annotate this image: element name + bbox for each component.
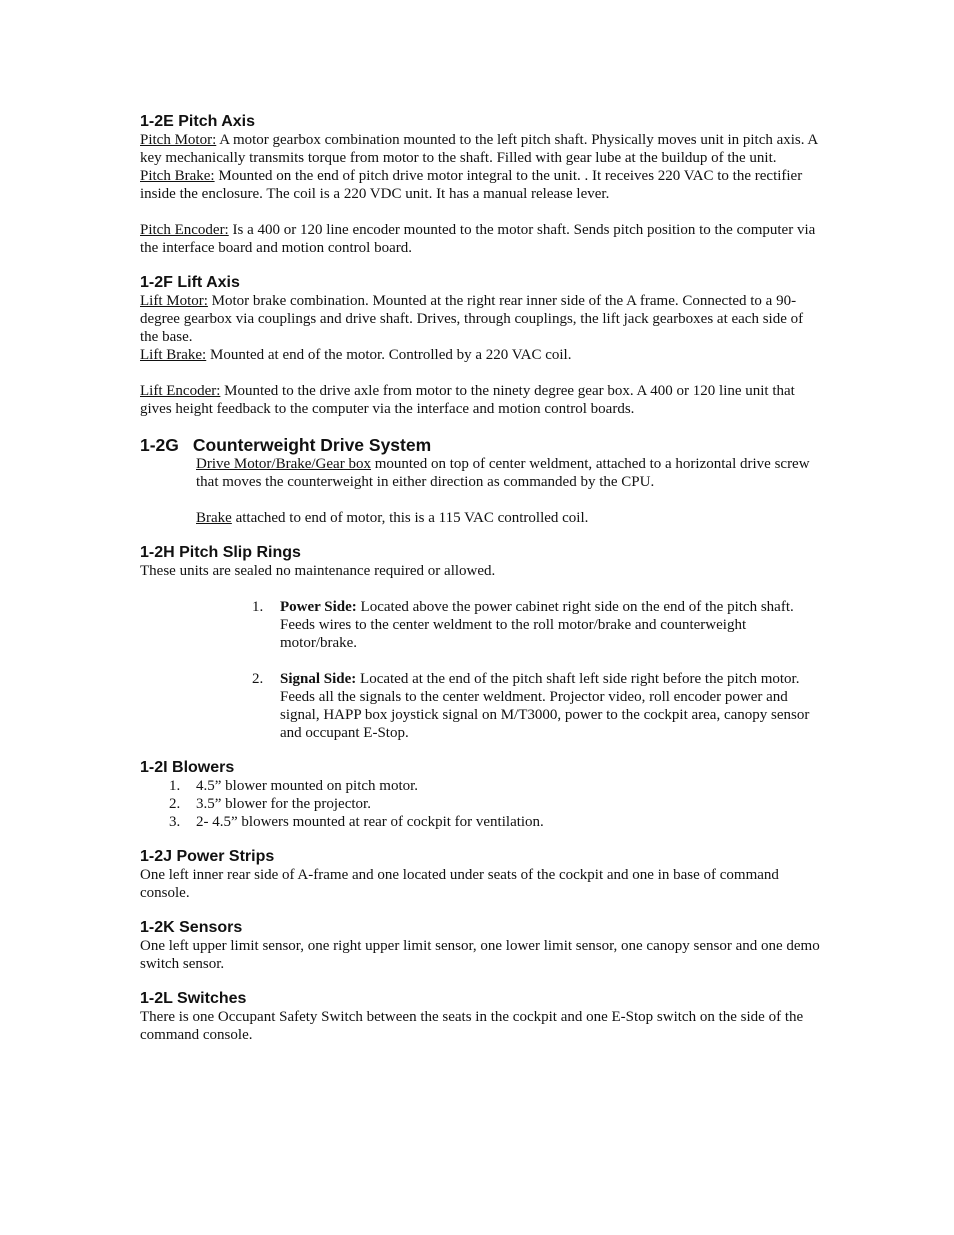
- term-label: Pitch Encoder:: [140, 222, 229, 238]
- term-text: mounted on top of center weldment, attached to a horizontal drive screw that moves the counterweight in either direction as commanded by the CPU.: [196, 456, 810, 490]
- list-number: 1.: [169, 778, 181, 794]
- list-item: [169, 813, 820, 831]
- list-item: [252, 670, 820, 742]
- list-item: [252, 598, 820, 652]
- term-label: Pitch Brake:: [140, 168, 215, 184]
- paragraph-drive-motor: [196, 455, 820, 491]
- item-text: Located above the power cabinet right side on the end of the pitch shaft. Feeds wires to the center weldment to the roll motor/brake and counterweight motor/brake.: [280, 599, 794, 651]
- section-switches: [140, 990, 820, 1044]
- section-heading: 1-2F Lift Axis: [140, 274, 240, 291]
- paragraph-lift-encoder: [140, 382, 820, 418]
- term-text: Mounted at end of the motor. Controlled by a 220 VAC coil.: [206, 347, 572, 363]
- section-lift-axis: [140, 274, 820, 418]
- term-label: Lift Brake:: [140, 347, 207, 363]
- list-item: [169, 777, 820, 795]
- term-label: Lift Encoder:: [140, 383, 221, 399]
- section-sensors: [140, 919, 820, 973]
- paragraph-intro: These units are sealed no maintenance required or allowed.: [140, 563, 496, 579]
- term-label: Brake: [196, 510, 232, 526]
- item-label: Signal Side:: [280, 671, 357, 687]
- paragraph-lift-motor: [140, 292, 820, 346]
- term-label: Drive Motor/Brake/Gear box: [196, 456, 371, 472]
- section-pitch-axis: [140, 113, 820, 257]
- term-text: Mounted on the end of pitch drive motor integral to the unit. . It receives 220 VAC to the rectifier inside the enclosure. The coil is a 220 VDC unit. It has a manual release lever.: [140, 168, 803, 202]
- section-heading: 1-2H Pitch Slip Rings: [140, 544, 301, 561]
- paragraph-pitch-encoder: [140, 221, 820, 257]
- section-counterweight-drive: [140, 435, 820, 527]
- section-heading: 1-2E Pitch Axis: [140, 113, 256, 130]
- term-text: attached to end of motor, this is a 115 VAC controlled coil.: [231, 510, 589, 526]
- list-item: [169, 795, 820, 813]
- section-title: Counterweight Drive System: [192, 435, 432, 455]
- paragraph-pitch-brake: [140, 167, 820, 203]
- blower-list: [140, 777, 820, 831]
- paragraph-pitch-motor: [140, 131, 820, 167]
- list-number: 3.: [169, 814, 181, 830]
- paragraph-body: One left upper limit sensor, one right upper limit sensor, one lower limit sensor, one canopy sensor and one demo switch sensor.: [140, 938, 820, 972]
- list-text: [280, 670, 820, 742]
- paragraph-body: One left inner rear side of A-frame and one located under seats of the cockpit and one in base of command console.: [140, 867, 779, 901]
- list-text: [280, 598, 820, 652]
- paragraph-lift-brake: [140, 346, 820, 364]
- list-number: 1.: [252, 599, 264, 615]
- section-heading: 1-2J Power Strips: [140, 848, 275, 865]
- term-text: Motor brake combination. Mounted at the right rear inner side of the A frame. Connected to a 90-degree gearbox via couplings and drive shaft. Drives, through couplings, the lift jack gearboxes at each side of the base.: [140, 293, 804, 345]
- section-heading: 1-2I Blowers: [140, 759, 235, 776]
- section-heading: 1-2L Switches: [140, 990, 247, 1007]
- list-text: 4.5” blower mounted on pitch motor.: [196, 778, 419, 794]
- paragraph-body: There is one Occupant Safety Switch between the seats in the cockpit and one E-Stop switch on the side of the command console.: [140, 1009, 804, 1043]
- list-text: 2- 4.5” blowers mounted at rear of cockpit for ventilation.: [196, 814, 544, 830]
- term-label: Lift Motor:: [140, 293, 208, 309]
- section-heading: [140, 435, 820, 455]
- section-number: 1-2G: [140, 435, 179, 455]
- list-number: 2.: [252, 671, 264, 687]
- section-blowers: [140, 759, 820, 831]
- list-text: 3.5” blower for the projector.: [196, 796, 371, 812]
- paragraph-brake: [196, 509, 820, 527]
- item-text: Located at the end of the pitch shaft left side right before the pitch motor. Feeds all the signals to the center weldment. Projector video, roll encoder power and signal, HAPP box joystick signal on M/T3000, power to the cockpit area, canopy sensor and occupant E-Stop.: [280, 671, 810, 741]
- section-heading: 1-2K Sensors: [140, 919, 243, 936]
- term-label: Pitch Motor:: [140, 132, 217, 148]
- item-label: Power Side:: [280, 599, 357, 615]
- list-number: 2.: [169, 796, 181, 812]
- section-pitch-slip-rings: [140, 544, 820, 742]
- term-text: A motor gearbox combination mounted to the left pitch shaft. Physically moves unit in pitch axis. A key mechanically transmits torque from motor to the shaft. Filled with gear lube at the buildup of the unit.: [140, 132, 818, 166]
- slip-ring-list: [140, 598, 820, 742]
- document-page: [140, 113, 820, 1061]
- term-text: Is a 400 or 120 line encoder mounted to the motor shaft. Sends pitch position to the computer via the interface board and motion control board.: [140, 222, 816, 256]
- section-power-strips: [140, 848, 820, 902]
- term-text: Mounted to the drive axle from motor to the ninety degree gear box. A 400 or 120 line unit that gives height feedback to the computer via the interface and motion control boards.: [140, 383, 795, 417]
